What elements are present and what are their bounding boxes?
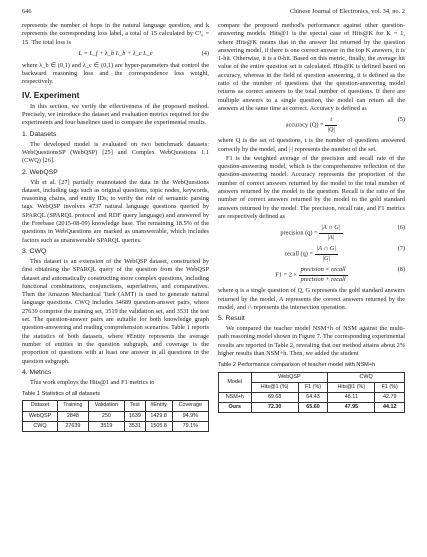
table-cell: WebQSP xyxy=(23,411,58,421)
subsection-heading: 4. Metrics xyxy=(22,368,52,376)
left-column xyxy=(22,22,209,432)
paragraph: This dataset is an extension of the WebQSP dataset, constructed by first obtaining the SPARQL query of the question from the WebQSP dataset and automatically constructing more complex questions, including functional combinations, conjunctions, superlatives, and comparatives. Then the Amazon Mechanical Turk (AMT) is used to generate natural language questions. CWQ includes 34689 question-answer pairs, where 27639 comprise the training set, 3519 the validation set, and 3531 the test set. The question-answer pairs are suitable for both knowledge graph question-answering and reading comprehension scenarios. Table 1 reports the statistics of both datasets, where #Entity represents the average number of entities in the question subgraph, and coverage is the proportion of questions with at least one answer in all questions in the question subgraph. xyxy=(22,257,209,365)
paragraph: In this section, we verify the effectiveness of the proposed method. Precisely, we introduce the dataset and evaluation metrics required for the experiments and four baselines used to compare the experimental results. xyxy=(22,102,209,127)
paragraph: The developed model is evaluated on two benchmark datasets: WebQuestionsSP (WebQSP) [25] and Complex WebQuestions 1.1 (CWQ) [26]. xyxy=(22,140,209,165)
equation-number: (7) xyxy=(397,245,405,253)
table-header-cell: Coverage xyxy=(172,401,208,411)
table-caption: Table 2 Performance comparison of teacher model with NSM+h xyxy=(218,362,376,369)
fraction-denominator: |Q| xyxy=(327,125,336,133)
paragraph: where Q is the set of questions, t is the number of questions answered correctly by the model, and |·| represents the number of the set. xyxy=(218,137,405,153)
subsection-heading: 5. Result xyxy=(218,315,245,323)
paragraph: where λ_b ∈ (0,1) and λ_c ∈ (0,1) are hyper-parameters that control the backward reasoning loss and the correspondence loss weight, respectively. xyxy=(22,61,209,86)
table-cell: CWQ xyxy=(23,421,58,431)
subsection-heading: 2. WebQSP xyxy=(22,168,58,176)
equation-number: (6) xyxy=(397,224,405,232)
table-row xyxy=(23,421,209,431)
fraction-numerator: precision × recall xyxy=(299,266,348,275)
equation-number: (5) xyxy=(397,116,405,124)
table-cell: 44.12 xyxy=(375,403,405,413)
table-row xyxy=(23,411,209,421)
paragraph: Yih et al. [27] partially reannotated the data in the WebQuestions dataset, including tags such as original questions, topic nodes, keywords, reasoning chains, and entity IDs, to verify the role of semantic parsing tags. WebQSP involves 4737 natural language questions queried by SPARQL (SPARQL protocol and RDF query language) and answered by the Freebase (2015-08-09) knowledge base. The remaining 18.5% of the questions in WebQuestions are marked as unanswerable, which includes factors such as unanswerable SPARQL queries. xyxy=(22,178,209,244)
equation-fraction xyxy=(299,266,348,284)
table-header-cell: Validation xyxy=(88,401,124,411)
performance-table xyxy=(218,372,405,414)
table-header-cell: Test xyxy=(124,401,145,411)
paragraph: This work employs the Hits@1 and F1 metrics to xyxy=(30,378,155,386)
equation-6 xyxy=(218,224,405,242)
table-cell: 3531 xyxy=(124,421,145,431)
equation-fraction xyxy=(325,116,337,134)
paragraph: compare the proposed method's performance against other question-answering models. Hits@1 is the special case of Hits@K for K = 1, where Hits@K means that in the answer list returned by the question answering model, if there is one correct answer in the top K answers, it is 1-hit. Otherwise, it is a 0-hit. Based on this metric, finally, the average hit value of the entire question set is calculated. Hits@K is defined based on accuracy, whereas in the field of question answering, it is defined as the ratio of the number of questions that the question-answering model returns as correct answers to the total number of questions. If there are multiple answers to a single question, the model can return all the answers at the same time as correct. Accuracy is defined as xyxy=(218,22,405,112)
section-heading: IV. Experiment xyxy=(22,89,80,100)
table-row xyxy=(219,392,405,402)
table-header-cell: Model xyxy=(219,372,252,392)
table-cell: 94.9% xyxy=(172,411,208,421)
journal-name: Chinese Journal of Electronics, vol. 34, no. 2 xyxy=(289,8,405,15)
table-cell: 27639 xyxy=(58,421,89,431)
equation-4 xyxy=(22,50,209,59)
subsection-heading: 1. Datasets xyxy=(22,130,57,138)
table-header-row xyxy=(23,401,209,411)
table-header-cell: Training xyxy=(58,401,89,411)
equation-number: (8) xyxy=(397,266,405,274)
table-cell: 72.30 xyxy=(251,403,298,413)
fraction-denominator: |A| xyxy=(327,233,335,241)
table-header-cell: CWQ xyxy=(328,372,405,382)
table-cell: 65.60 xyxy=(298,403,328,413)
equation-body: L = L_f + λ_b L_b + λ_c L_c xyxy=(78,49,153,57)
equation-lhs: precision (q) = xyxy=(280,229,320,237)
equation-lhs: accuracy (Q) = xyxy=(285,121,326,129)
right-column xyxy=(218,22,405,413)
paragraph: We compared the teacher model NSM+h of NSM against the multi-path reasoning model shown in Figure 7. The corresponding experimental results are reported in Table 2, revealing that our method attains about 2% higher results than NSM+h. Then, we added the student xyxy=(218,325,405,357)
table-header-row xyxy=(219,372,405,382)
table-row xyxy=(219,403,405,413)
equation-7 xyxy=(218,245,405,263)
table-cell: 250 xyxy=(88,411,124,421)
statistics-table xyxy=(22,400,209,431)
table-cell: 69.68 xyxy=(251,392,298,402)
fraction-numerator: t xyxy=(325,116,337,125)
table-header-cell: F1 (%) xyxy=(375,382,405,392)
paragraph: represents the number of hops in the natural language question, and k represents the corresponding loss label, a total of 15 calculated by C³₆ = 15. The total loss is xyxy=(22,22,209,46)
table-header-cell: Hits@1 (%) xyxy=(251,382,298,392)
table-cell: 42.79 xyxy=(375,392,405,402)
equation-fraction xyxy=(319,224,342,242)
equation-lhs: recall (q) = xyxy=(284,250,315,258)
table-cell: 3519 xyxy=(88,421,124,431)
equation-number: (4) xyxy=(201,49,209,57)
table-header-cell: Hits@1 (%) xyxy=(328,382,375,392)
fraction-denominator: precision + recall xyxy=(300,275,346,283)
paragraph: F1 is the weighted average of the precision and recall rate of the question-answering model, which is the comprehensive reflection of the question-answering model. Accuracy represents the proportion of the number of correct answers returned by the model to the total number of answers returned by the model to the question. Recall is the ratio of the number of correct answers returned by the model to the gold standard answers returned by the model. The precision, recall rate, and F1 metrics are respectively defined as xyxy=(218,154,405,220)
table-cell: 46.11 xyxy=(328,392,375,402)
table-cell: 64.43 xyxy=(298,392,328,402)
table-header-cell: #Entity xyxy=(145,401,172,411)
table-header-cell: Dataset xyxy=(23,401,58,411)
subsection-heading: 3. CWQ xyxy=(22,247,47,255)
equation-5 xyxy=(218,116,405,134)
table-cell: 1639 xyxy=(124,411,145,421)
equation-fraction xyxy=(315,245,338,263)
table-cell: NSM+h xyxy=(219,392,252,402)
table-cell: 47.95 xyxy=(328,403,375,413)
paragraph: where q is a single question of Q, G represents the gold standard answers returned by the model, A represents the correct answers returned by the model, and ∩ represents the intersection operation. xyxy=(218,287,405,311)
fraction-numerator: |A ∩ G| xyxy=(315,245,338,254)
equation-8 xyxy=(218,266,405,284)
table-header-cell: WebQSP xyxy=(251,372,328,382)
fraction-denominator: |G| xyxy=(322,254,331,262)
table-cell: 79.1% xyxy=(172,421,208,431)
fraction-numerator: |A ∩ G| xyxy=(319,224,342,233)
page-number: 646 xyxy=(22,8,32,15)
table-cell: 1429.8 xyxy=(145,411,172,421)
table-cell: 2848 xyxy=(58,411,89,421)
table-header-cell: F1 (%) xyxy=(298,382,328,392)
table-cell: 1505.8 xyxy=(145,421,172,431)
table-caption: Table 1 Statistics of all datasets xyxy=(22,391,101,398)
table-cell: Ours xyxy=(219,403,252,413)
equation-lhs: F1 = 2 × xyxy=(275,271,299,279)
